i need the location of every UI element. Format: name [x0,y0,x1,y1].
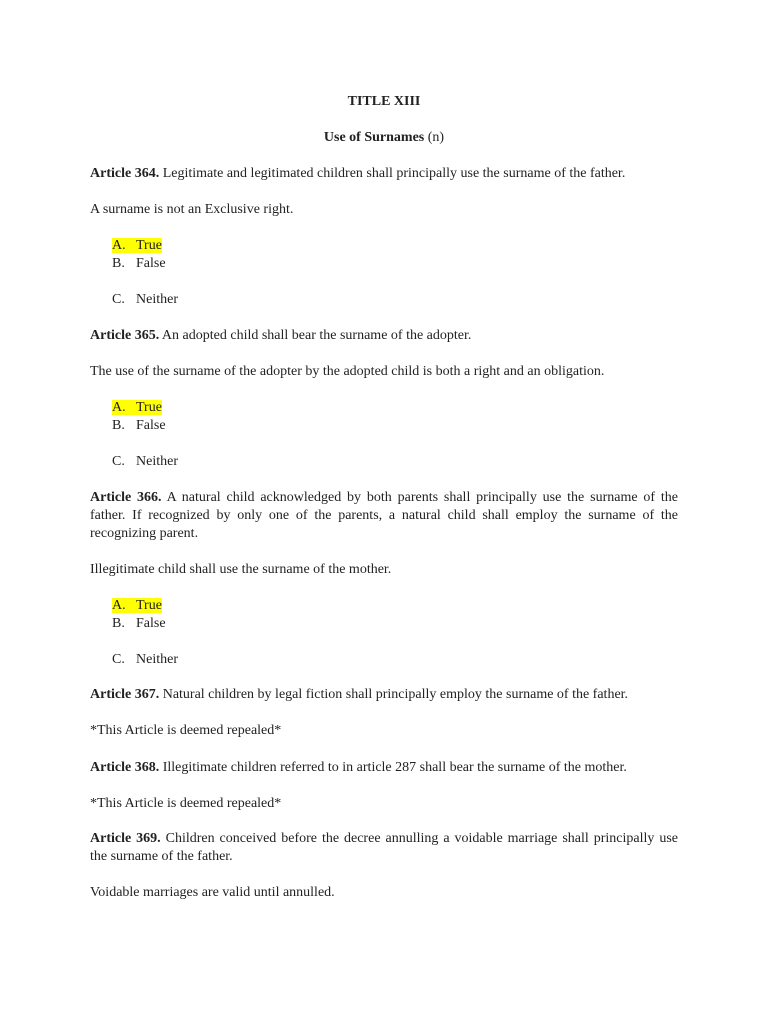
option-letter: A. [112,598,126,613]
answer-option [112,615,166,633]
answer-option [112,291,178,309]
question-statement: Illegitimate child shall use the surname of the mother. [90,562,392,577]
option-text: True [136,400,162,415]
article-366 [90,489,678,543]
option-text: False [136,256,166,271]
question-statement: Voidable marriages are valid until annulled. [90,885,335,900]
repealed-note: *This Article is deemed repealed* [90,723,282,738]
option-text: Neither [136,652,178,667]
article-text: An adopted child shall bear the surname of the adopter. [159,328,472,343]
option-letter: A. [112,238,126,253]
article-text: Illegitimate children referred to in article 287 shall bear the surname of the mother. [159,760,627,775]
answer-option [112,453,178,471]
option-text: False [136,418,166,433]
option-text: True [136,238,162,253]
article-367 [90,686,678,704]
option-text: True [136,598,162,613]
highlighted-option [112,400,162,415]
highlighted-option [112,598,162,613]
subtitle-rest: (n) [424,130,445,145]
article-label: Article 368. [90,760,160,775]
article-label: Article 364. [90,166,160,181]
option-text: False [136,616,166,631]
answer-option [112,417,166,435]
question-statement: A surname is not an Exclusive right. [90,202,294,217]
repealed-note: *This Article is deemed repealed* [90,796,282,811]
option-letter: C. [112,454,125,469]
subtitle-bold: Use of Surnames [323,130,425,145]
option-letter: B. [112,256,125,271]
option-letter: B. [112,418,125,433]
article-369 [90,830,678,866]
article-364 [90,165,678,183]
answer-option [112,597,162,615]
answer-option [112,399,162,417]
highlighted-option [112,238,162,253]
option-text: Neither [136,454,178,469]
article-text: Natural children by legal fiction shall principally employ the surname of the father. [159,687,629,702]
option-letter: C. [112,652,125,667]
page-subtitle [0,129,768,147]
article-text: Children conceived before the decree annulling a voidable marriage shall principally use the surname of the father. [90,831,678,864]
question-statement: The use of the surname of the adopter by the adopted child is both a right and an obligation. [90,364,605,379]
option-text: Neither [136,292,178,307]
article-label: Article 367. [90,687,160,702]
article-365 [90,327,678,345]
article-368 [90,759,678,777]
page-title: TITLE XIII [347,94,421,109]
article-label: Article 366. [90,490,162,505]
article-text: A natural child acknowledged by both parents shall principally use the surname of the father. If recognized by only one of the parents, a natural child shall employ the surname of the recognizing parent. [90,490,678,541]
answer-option [112,651,178,669]
answer-option [112,237,162,255]
option-letter: C. [112,292,125,307]
article-label: Article 369. [90,831,161,846]
option-letter: B. [112,616,125,631]
option-letter: A. [112,400,126,415]
article-label: Article 365. [90,328,160,343]
article-text: Legitimate and legitimated children shall principally use the surname of the father. [159,166,626,181]
answer-option [112,255,166,273]
